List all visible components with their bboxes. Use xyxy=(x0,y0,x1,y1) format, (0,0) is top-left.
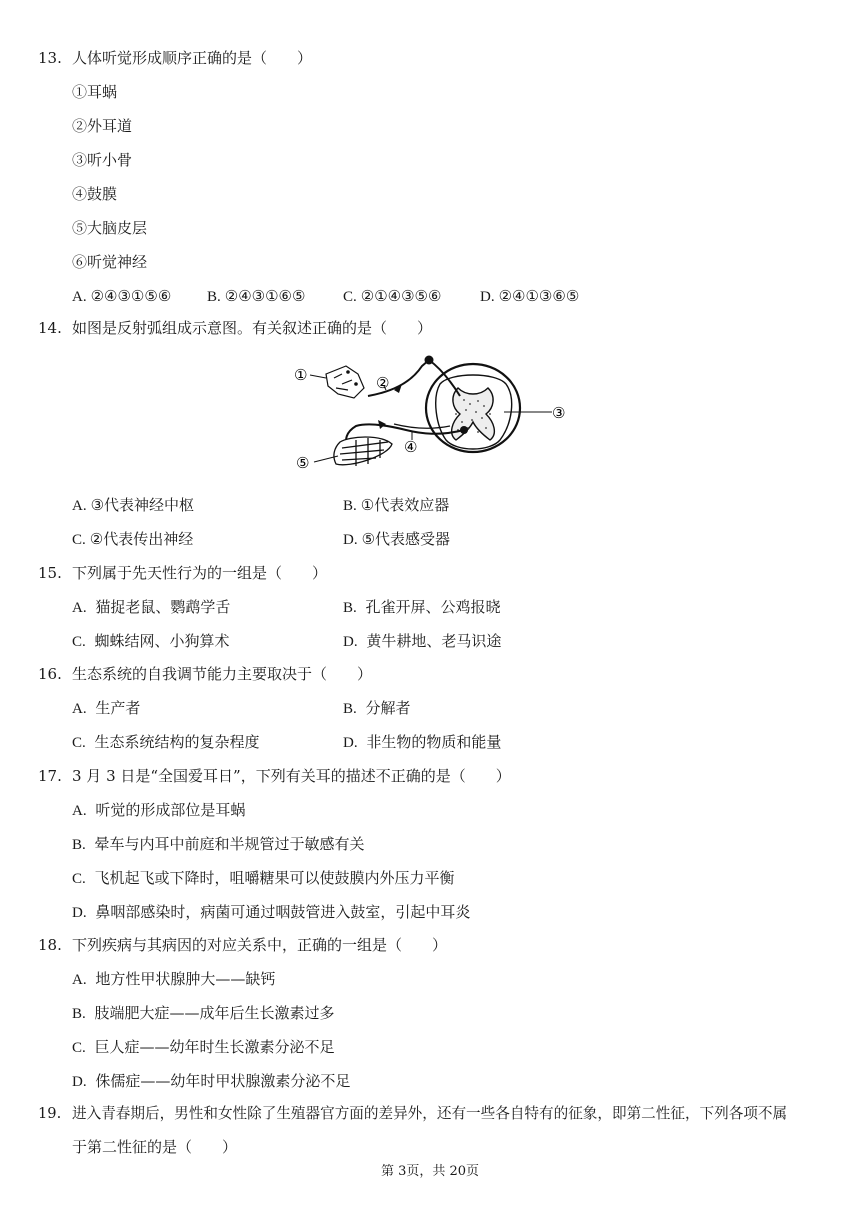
option-d[interactable]: D. 非生物的物质和能量 xyxy=(343,733,502,751)
option-d[interactable]: D. ⑤代表感受器 xyxy=(343,530,451,548)
list-item: ④鼓膜 xyxy=(72,185,118,203)
question-14 xyxy=(38,318,828,338)
question-19 xyxy=(38,1104,828,1124)
option-a[interactable]: A. ②④③①⑤⑥ xyxy=(72,287,172,305)
figure-label-3: ③ xyxy=(552,404,566,422)
arrow-efferent xyxy=(378,420,386,429)
option-c[interactable]: C. 生态系统结构的复杂程度 xyxy=(72,733,260,751)
question-number: 15. xyxy=(38,564,62,582)
question-stem: 进入青春期后，男性和女性除了生殖器官方面的差异外，还有一些各自特有的征象，即第二性征，下列各项不属 xyxy=(72,1105,788,1122)
option-c[interactable]: C. ②代表传出神经 xyxy=(72,530,194,548)
question-number: 19. xyxy=(38,1105,62,1122)
option-d[interactable]: D. ②④①③⑥⑤ xyxy=(480,287,580,305)
option-a[interactable]: A. 地方性甲状腺肿大——缺钙 xyxy=(72,970,276,988)
option-b[interactable]: B. ①代表效应器 xyxy=(343,496,450,514)
question-number: 18. xyxy=(38,936,62,954)
receptor-skin xyxy=(326,366,364,398)
option-a[interactable]: A. 生产者 xyxy=(72,699,141,717)
option-b[interactable]: B. 孔雀开屏、公鸡报晓 xyxy=(343,598,501,616)
list-item: ②外耳道 xyxy=(72,117,133,135)
list-item: ⑥听觉神经 xyxy=(72,253,148,271)
option-a[interactable]: A. ③代表神经中枢 xyxy=(72,496,195,514)
option-b[interactable]: B. ②④③①⑥⑤ xyxy=(207,287,306,305)
option-d[interactable]: D. 侏儒症——幼年时甲状腺激素分泌不足 xyxy=(72,1072,351,1090)
question-18 xyxy=(38,935,828,955)
question-17 xyxy=(38,766,828,786)
option-b[interactable]: B. 分解者 xyxy=(343,699,411,717)
option-c[interactable]: C. ②①④③⑤⑥ xyxy=(343,287,442,305)
question-stem: 如图是反射弧组成示意图。有关叙述正确的是（ ） xyxy=(72,319,433,337)
figure-label-4: ④ xyxy=(404,438,418,456)
question-stem: 下列属于先天性行为的一组是（ ） xyxy=(72,564,328,582)
page-number: 第 3页，共 20页 xyxy=(380,1164,480,1179)
question-stem-continued: 于第二性征的是（ ） xyxy=(72,1138,238,1156)
option-a[interactable]: A. 猫捉老鼠、鹦鹉学舌 xyxy=(72,598,231,616)
question-stem: 人体听觉形成顺序正确的是（ ） xyxy=(72,49,313,67)
figure-label-2: ② xyxy=(376,374,390,392)
question-stem: 3 月 3 日是“全国爱耳日”，下列有关耳的描述不正确的是（ ） xyxy=(72,767,511,785)
list-item: ①耳蜗 xyxy=(72,83,118,101)
list-item: ③听小骨 xyxy=(72,151,133,169)
figure-label-5: ⑤ xyxy=(296,454,310,472)
question-number: 14. xyxy=(38,319,62,337)
option-c[interactable]: C. 巨人症——幼年时生长激素分泌不足 xyxy=(72,1038,335,1056)
reflex-arc-figure xyxy=(290,344,580,478)
question-16 xyxy=(38,664,828,684)
question-number: 17. xyxy=(38,767,62,785)
option-a[interactable]: A. 听觉的形成部位是耳蜗 xyxy=(72,801,246,819)
option-b[interactable]: B. 肢端肥大症——成年后生长激素过多 xyxy=(72,1004,335,1022)
question-stem: 下列疾病与其病因的对应关系中，正确的一组是（ ） xyxy=(72,936,448,954)
effector-muscle xyxy=(334,437,392,466)
option-d[interactable]: D. 鼻咽部感染时，病菌可通过咽鼓管进入鼓室，引起中耳炎 xyxy=(72,903,471,921)
question-stem: 生态系统的自我调节能力主要取决于（ ） xyxy=(72,665,373,683)
option-c[interactable]: C. 飞机起飞或下降时，咀嚼糖果可以使鼓膜内外压力平衡 xyxy=(72,869,455,887)
question-13 xyxy=(38,48,828,68)
option-c[interactable]: C. 蜘蛛结网、小狗算术 xyxy=(72,632,230,650)
figure-label-1: ① xyxy=(294,366,308,384)
option-d[interactable]: D. 黄牛耕地、老马识途 xyxy=(343,632,502,650)
question-number: 13. xyxy=(38,49,62,67)
option-b[interactable]: B. 晕车与内耳中前庭和半规管过于敏感有关 xyxy=(72,835,365,853)
question-15 xyxy=(38,563,828,583)
list-item: ⑤大脑皮层 xyxy=(72,219,148,237)
question-number: 16. xyxy=(38,665,62,683)
